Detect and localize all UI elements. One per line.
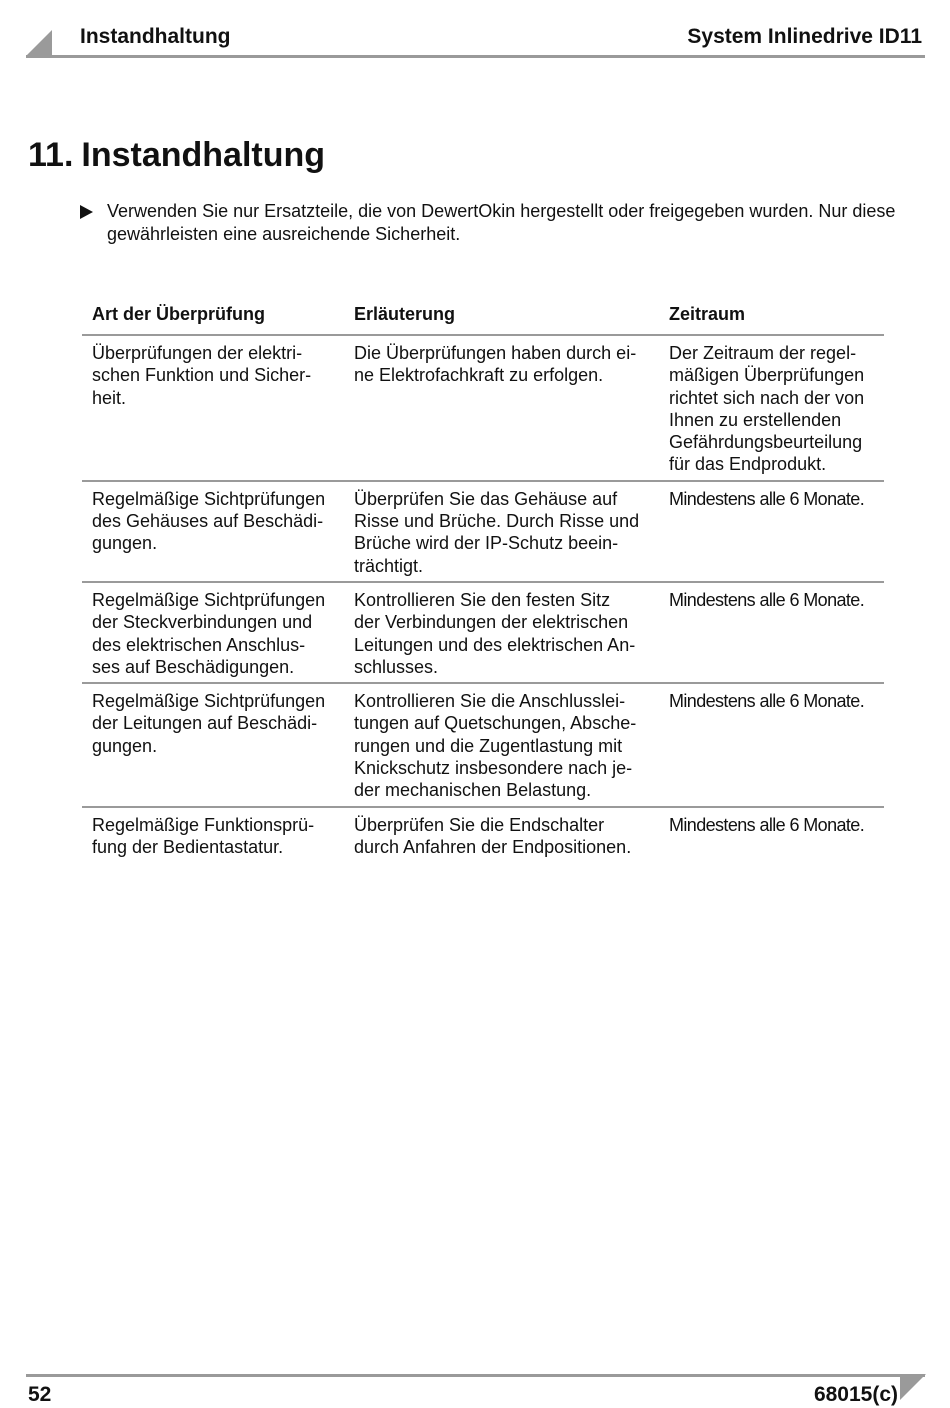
cell-check-type: Regelmäßige Sichtprüfungen des Gehäuses auf Beschädi- gungen. (82, 481, 344, 582)
cell-explanation: Überprüfen Sie das Gehäuse auf Risse und Brüche. Durch Risse und Brüche wird der IP-Schutz beein- trächtigt. (344, 481, 659, 582)
maintenance-table (82, 303, 884, 862)
cell-explanation: Die Überprüfungen haben durch ei- ne Elektrofachkraft zu erfolgen. (344, 335, 659, 481)
chapter-title: Instandhaltung (81, 136, 326, 174)
table-row (82, 481, 884, 582)
cell-check-type: Regelmäßige Sichtprüfungen der Steckverbindungen und des elektrischen Anschlus- ses auf Beschädigungen. (82, 582, 344, 683)
column-header-check-type: Art der Überprüfung (82, 303, 344, 335)
cell-check-type: Überprüfungen der elektri- schen Funktion und Sicher- heit. (82, 335, 344, 481)
table-row (82, 582, 884, 683)
table-row (82, 683, 884, 806)
triangle-bullet-icon (80, 205, 93, 219)
cell-period: Mindestens alle 6 Monate. (659, 582, 884, 683)
cell-check-type: Regelmäßige Funktionsprü- fung der Bedientastatur. (92, 814, 315, 857)
document-code: 68015(c) (813, 1383, 898, 1406)
footer-rule (26, 1374, 925, 1377)
cell-check-type: Regelmäßige Sichtprüfungen der Leitungen auf Beschädi- gungen. (82, 683, 344, 806)
chapter-number: 11. (28, 136, 74, 174)
chapter-heading (28, 136, 325, 175)
table-header-row (82, 303, 884, 335)
column-header-explanation: Erläuterung (344, 303, 659, 335)
cell-explanation: Kontrollieren Sie die Anschlusslei- tungen auf Quetschungen, Absche- rungen und die Zugentlastung mit Knickschutz insbesondere nach je- der mechanischen Belastung. (344, 683, 659, 806)
running-header-product: System Inlinedrive ID11 (687, 25, 922, 48)
cell-period: Mindestens alle 6 Monate. (669, 814, 865, 835)
instruction-text: Verwenden Sie nur Ersatzteile, die von DewertOkin hergestellt oder freigegeben wurden. Nur diese gewährleisten eine ausreichende Sicherheit. (107, 201, 896, 244)
column-header-period: Zeitraum (659, 303, 884, 335)
cell-period: Der Zeitraum der regel- mäßigen Überprüfungen richtet sich nach der von Ihnen zu erstellenden Gefährdungsbeurteilung für das Endprodukt. (659, 335, 884, 481)
table-row (82, 335, 884, 481)
instruction-note (80, 200, 925, 246)
page-number: 52 (28, 1383, 52, 1406)
corner-triangle-bottom-right (900, 1374, 926, 1400)
cell-period: Mindestens alle 6 Monate. (659, 683, 884, 806)
header-rule (26, 55, 925, 58)
corner-triangle-top-left (26, 30, 52, 56)
running-header-section: Instandhaltung (80, 25, 231, 48)
table-row (82, 807, 884, 863)
cell-explanation: Kontrollieren Sie den festen Sitz der Verbindungen der elektrischen Leitungen und des elektrischen An- schlusses. (344, 582, 659, 683)
cell-explanation: Überprüfen Sie die Endschalter durch Anfahren der Endpositionen. (354, 814, 632, 857)
cell-period: Mindestens alle 6 Monate. (659, 481, 884, 582)
